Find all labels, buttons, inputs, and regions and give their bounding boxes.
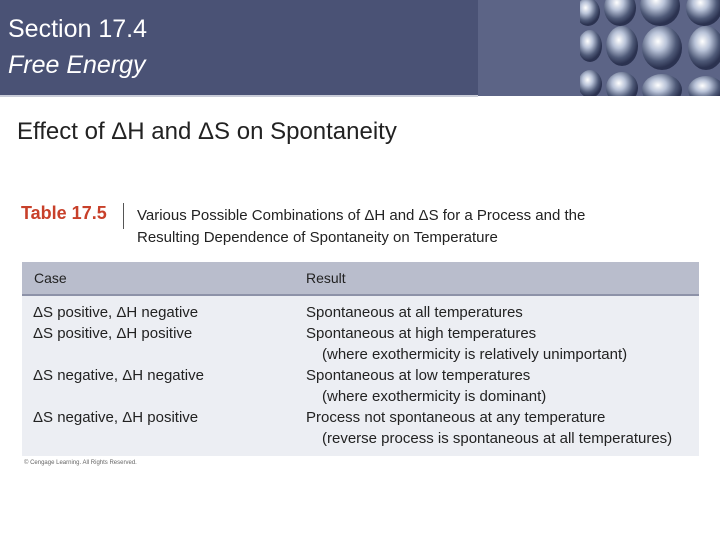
table-caption-line-1: Various Possible Combinations of ΔH and ΔS for a Process and the [137, 207, 586, 224]
copyright-notice: © Cengage Learning. All Rights Reserved. [24, 460, 137, 466]
slide-heading: Effect of ΔH and ΔS on Spontaneity [17, 118, 397, 145]
table-row-1-case: ΔS positive, ΔH negative [33, 304, 199, 321]
section-subtitle: Free Energy [8, 51, 146, 79]
table-row-2-result-note: (where exothermicity is relatively unimportant) [322, 346, 628, 363]
table-row-3-case: ΔS negative, ΔH negative [33, 367, 204, 384]
table-label-divider [123, 203, 124, 229]
table-label: Table 17.5 [21, 203, 107, 223]
table-row-4-result-note: (reverse process is spontaneous at all temperatures) [322, 430, 673, 447]
table-row-1-result: Spontaneous at all temperatures [306, 304, 523, 321]
decorative-spheres-image [580, 0, 720, 96]
column-header-case: Case [34, 270, 67, 286]
table-caption-line-2: Resulting Dependence of Spontaneity on Temperature [137, 229, 498, 246]
table-header-row [22, 262, 699, 296]
section-number: Section 17.4 [8, 15, 147, 43]
sphere-grid [580, 0, 720, 96]
table-row-4-result: Process not spontaneous at any temperature [306, 409, 606, 426]
header-divider [0, 95, 478, 97]
table-row-3-result-note: (where exothermicity is dominant) [322, 388, 547, 405]
table-row-3-result: Spontaneous at low temperatures [306, 367, 531, 384]
table-row-2-result: Spontaneous at high temperatures [306, 325, 537, 342]
table-row-4-case: ΔS negative, ΔH positive [33, 409, 199, 426]
table-row-2-case: ΔS positive, ΔH positive [33, 325, 193, 342]
column-header-result: Result [306, 270, 346, 286]
table-caption [137, 205, 697, 249]
data-table [22, 262, 699, 456]
